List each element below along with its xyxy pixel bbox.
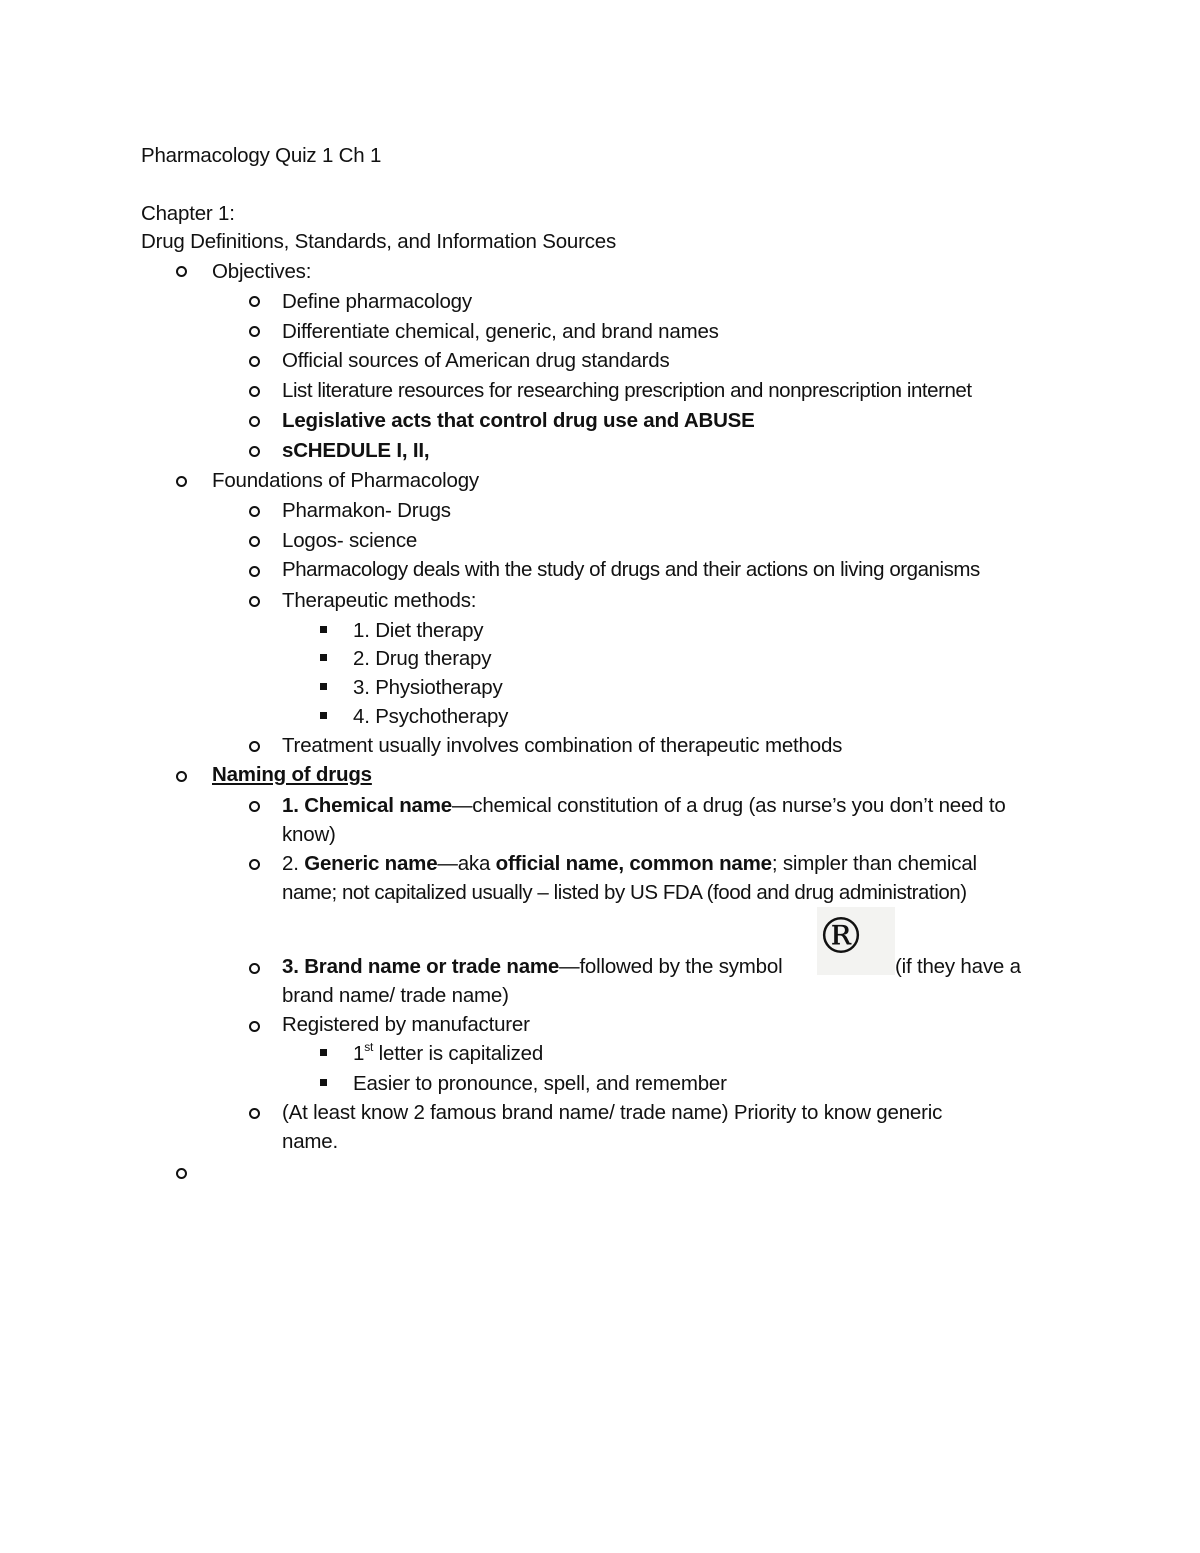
generic-name-prefix: 2. [282,852,305,875]
hollow-bullet-icon [249,326,260,337]
hollow-bullet-icon [249,566,260,577]
hollow-bullet-icon [249,801,260,812]
method-item: 2. Drug therapy [353,647,492,670]
hollow-bullet-icon [249,741,260,752]
brand-name-text: —followed by the symbol [559,955,783,978]
registered-item: Registered by manufacturer [282,1013,530,1036]
hollow-bullet-icon [249,386,260,397]
objective-item: Define pharmacology [282,290,472,313]
hollow-bullet-icon [249,446,260,457]
hollow-bullet-icon [249,1108,260,1119]
chemical-name-item [282,792,1006,820]
square-bullet-icon [320,1079,327,1086]
hollow-bullet-icon [249,859,260,870]
brand-name-text-after: (if they have a [895,955,1021,978]
generic-name-item [282,850,977,878]
priority-item: (At least know 2 famous brand name/ trade name) Priority to know generic [282,1101,943,1124]
registered-subitem: Easier to pronounce, spell, and remember [353,1072,727,1095]
method-item: 3. Physiotherapy [353,676,503,699]
generic-name-mid: —aka [437,852,496,875]
objective-item: sCHEDULE I, II, [282,439,430,462]
foundations-heading: Foundations of Pharmacology [212,469,479,492]
square-bullet-icon [320,654,327,661]
foundations-item: Therapeutic methods: [282,589,477,612]
method-item: 4. Psychotherapy [353,705,509,728]
generic-name-aka: official name, common name [495,852,772,875]
hollow-bullet-icon [176,771,187,782]
hollow-bullet-icon [249,416,260,427]
square-bullet-icon [320,712,327,719]
brand-name-item [282,953,782,981]
registered-subitem-text: letter is capitalized [373,1042,544,1065]
objective-item: Legislative acts that control drug use and ABUSE [282,409,755,432]
objective-item: Official sources of American drug standards [282,349,670,372]
hollow-bullet-icon [249,1021,260,1032]
hollow-bullet-icon [176,476,187,487]
chemical-name-label: 1. Chemical name [282,794,452,817]
hollow-bullet-icon [249,963,260,974]
ordinal-number: 1 [353,1042,365,1065]
foundations-item: Pharmacology deals with the study of drugs and their actions on living organisms [282,558,980,581]
chapter-title: Drug Definitions, Standards, and Information Sources [141,230,617,253]
objective-item: Differentiate chemical, generic, and brand names [282,320,719,343]
generic-name-text: ; simpler than chemical [771,852,977,875]
registered-subitem [353,1040,543,1068]
hollow-bullet-icon [176,1168,187,1179]
foundations-item: Pharmakon- Drugs [282,499,451,522]
chapter-label: Chapter 1: [141,202,235,225]
objective-item: List literature resources for researching prescription and nonprescription internet [282,379,972,402]
chemical-name-text: —chemical constitution of a drug (as nurse’s you don’t need to [452,794,1006,817]
priority-continuation: name. [282,1130,338,1153]
chemical-name-continuation: know) [282,823,336,846]
square-bullet-icon [320,683,327,690]
registered-symbol-icon: ® [816,907,866,965]
hollow-bullet-icon [249,596,260,607]
generic-name-continuation: name; not capitalized usually – listed by US FDA (food and drug administration) [282,881,967,904]
hollow-bullet-icon [176,266,187,277]
brand-name-label: 3. Brand name or trade name [282,955,560,978]
hollow-bullet-icon [249,536,260,547]
ordinal-suffix: st [364,1040,374,1055]
brand-name-continuation: brand name/ trade name) [282,984,509,1007]
objectives-heading: Objectives: [212,260,312,283]
hollow-bullet-icon [249,356,260,367]
square-bullet-icon [320,1049,327,1056]
document-title: Pharmacology Quiz 1 Ch 1 [141,144,382,167]
foundations-item: Logos- science [282,529,418,552]
naming-heading: Naming of drugs [212,763,372,786]
treatment-item: Treatment usually involves combination of therapeutic methods [282,734,843,757]
method-item: 1. Diet therapy [353,619,484,642]
generic-name-label: Generic name [304,852,438,875]
square-bullet-icon [320,626,327,633]
hollow-bullet-icon [249,296,260,307]
hollow-bullet-icon [249,506,260,517]
